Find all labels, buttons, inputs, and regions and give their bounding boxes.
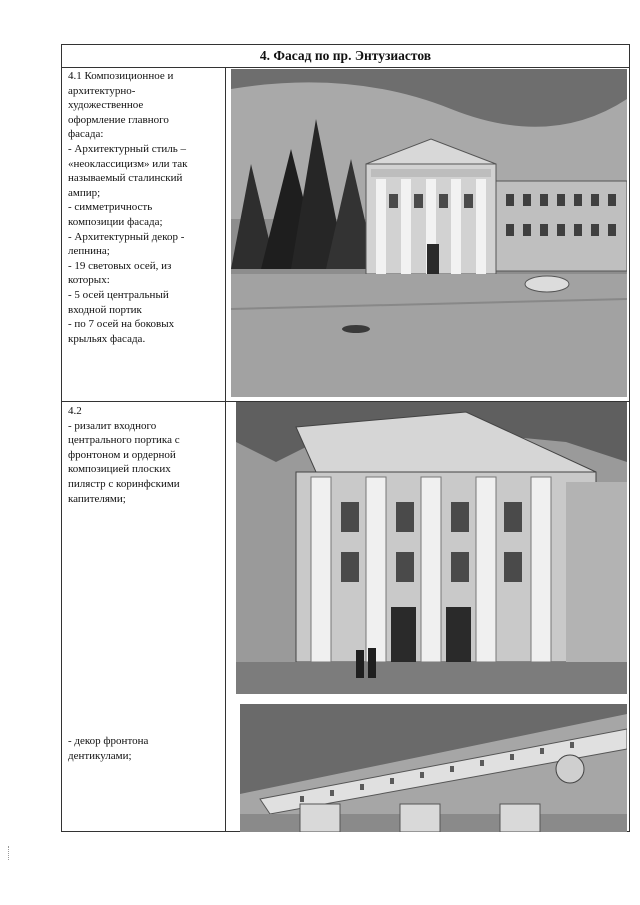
text-line: фронтоном и ордерной xyxy=(68,448,176,461)
facade-overview-photo xyxy=(231,69,627,397)
text-line: ампир; xyxy=(68,186,101,199)
text-line: архитектурно- xyxy=(68,84,136,97)
text-line: - 5 осей центральный xyxy=(68,288,169,301)
text-line: - ризалит входного xyxy=(68,419,157,432)
text-line: - по 7 осей на боковых xyxy=(68,318,175,331)
text-line: композицией плоских xyxy=(68,463,171,476)
text-line: дентикулами; xyxy=(68,749,132,762)
pediment-decor-text xyxy=(68,734,218,763)
pediment-detail-photo xyxy=(240,704,627,832)
text-line: композиции фасада; xyxy=(68,215,163,228)
text-line: - декор фронтона xyxy=(68,735,149,747)
portico-photo xyxy=(236,402,627,694)
text-line: - Архитектурный декор - xyxy=(68,230,185,243)
table-row-4-1 xyxy=(62,67,629,402)
text-line: входной портик xyxy=(68,303,142,316)
text-line: «неоклассицизм» или так xyxy=(68,157,188,170)
text-line: крыльях фасада. xyxy=(68,332,146,345)
text-line: фасада: xyxy=(68,128,104,141)
facade-table xyxy=(61,44,630,832)
text-line: - Архитектурный стиль – xyxy=(68,142,187,155)
text-line: 4.1 Композиционное и xyxy=(68,70,174,82)
text-line: называемый сталинский xyxy=(68,172,183,185)
text-line: - симметричность xyxy=(68,201,153,214)
text-line: - 19 световых осей, из xyxy=(68,259,172,272)
description-cell-4-1 xyxy=(62,67,226,401)
text-line: капителями; xyxy=(68,492,126,505)
description-cell-4-2 xyxy=(62,402,226,832)
text-line: художественное xyxy=(68,99,144,112)
table-row-4-2 xyxy=(62,402,629,832)
scan-margin-mark xyxy=(8,846,11,860)
text-line: центрального портика с xyxy=(68,434,180,447)
text-line: 4.2 xyxy=(68,405,82,417)
text-line: пилястр с коринфскими xyxy=(68,477,180,490)
section-title: 4. Фасад по пр. Энтузиастов xyxy=(62,45,629,68)
text-line: которых: xyxy=(68,274,110,287)
text-line: оформление главного xyxy=(68,113,169,126)
text-line: лепнина; xyxy=(68,245,110,258)
